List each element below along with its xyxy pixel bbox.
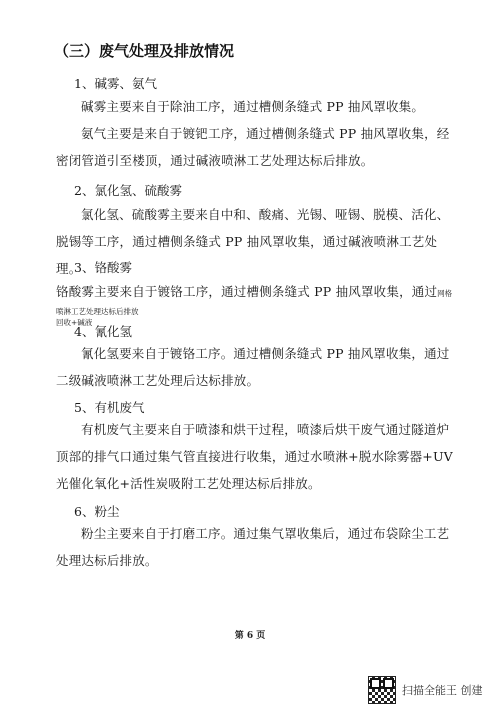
item-3-paragraph-main: 铬酸雾主要来自于镀铬工序，通过槽侧条缝式 PP 抽风罩收集，通过 xyxy=(56,284,438,299)
section-title: （三）废气处理及排放情况 xyxy=(54,42,235,60)
item-6-paragraph-1: 粉尘主要来自于打磨工序。通过集气罩收集后，通过布袋除尘工艺处理达标后排放。 xyxy=(56,526,450,568)
watermark-text: 扫描全能王 创建 xyxy=(402,684,483,697)
item-heading-4: 4、氰化氢 xyxy=(74,324,132,339)
item-2-paragraph-1: 氯化氢、硫酸雾主要来自中和、酸痛、光锡、哑锡、脱模、活化、脱锡等工序，通过槽侧条缝式 PP 抽风罩收集，通过碱液喷淋工艺处理。 xyxy=(56,207,450,276)
item-4-paragraph-1: 氰化氢要来自于镀铬工序。通过槽侧条缝式 PP 抽风罩收集，通过二级碱液喷淋工艺处理后达标排放。 xyxy=(56,346,450,388)
item-3-paragraph-small-line: 喷淋工艺处理达标后排放 xyxy=(56,307,139,316)
item-5-paragraph-1: 有机废气主要来自于喷漆和烘干过程，喷漆后烘干废气通过隧道炉顶部的排气口通过集气管直接进行收集，通过水喷淋+脱水除雾器+UV 光催化氧化+活性炭吸附工艺处理达标后排放。 xyxy=(56,422,453,491)
scanner-watermark xyxy=(368,676,483,704)
item-heading-3: 3、铬酸雾 xyxy=(74,260,132,275)
item-1-paragraph-1: 碱雾主要来自于除油工序，通过槽侧条缝式 PP 抽风罩收集。 xyxy=(81,99,425,114)
page-number: 第 6 页 xyxy=(234,631,266,641)
item-heading-5: 5、有机废气 xyxy=(74,400,145,415)
item-1-paragraph-2: 氨气主要是来自于镀钯工序，通过槽侧条缝式 PP 抽风罩收集，经密闭管道引至楼顶，通过碱液喷淋工艺处理达标后排放。 xyxy=(56,126,450,168)
item-heading-2: 2、氯化氢、硫酸雾 xyxy=(74,183,182,198)
item-heading-1: 1、碱雾、氨气 xyxy=(74,76,157,91)
qr-code-icon xyxy=(368,676,396,704)
item-3-paragraph-small-tail: 网格回收+碱液 xyxy=(56,289,453,327)
item-heading-6: 6、粉尘 xyxy=(74,504,120,519)
